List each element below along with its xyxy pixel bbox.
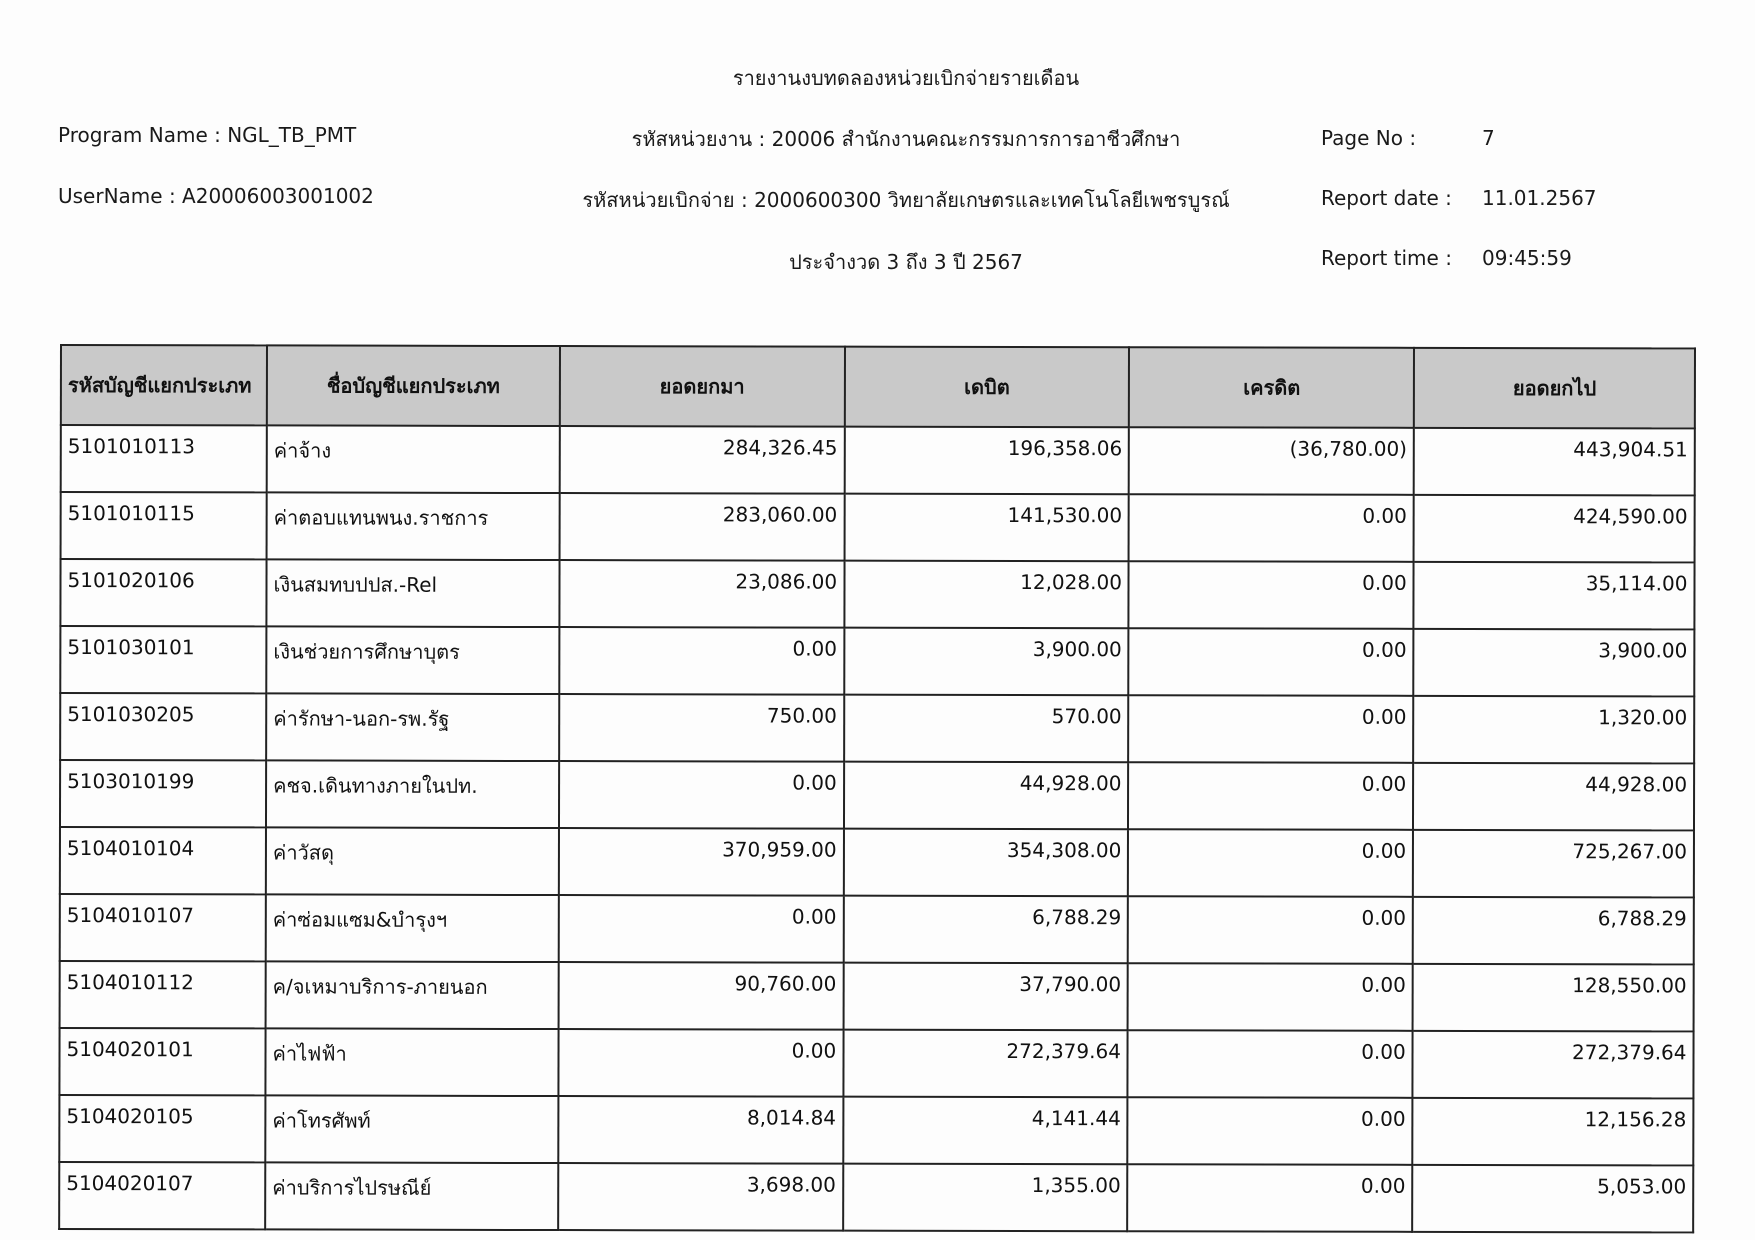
debit-cell: 44,928.00: [844, 762, 1129, 830]
brought-forward-cell: 370,959.00: [559, 828, 844, 896]
account-code-cell: 5104010107: [60, 894, 266, 961]
credit-cell: 0.00: [1128, 1097, 1413, 1165]
report-date-label: Report date :: [1321, 186, 1452, 210]
table-row: [60, 961, 1694, 1031]
credit-cell: (36,780.00): [1129, 427, 1414, 495]
account-code-cell: 5101030205: [60, 693, 266, 760]
table-header-row: [61, 345, 1695, 428]
brought-forward-cell: 23,086.00: [559, 560, 844, 628]
debit-cell: 272,379.64: [843, 1030, 1128, 1098]
account-code-cell: 5101030101: [60, 626, 266, 693]
debit-cell: 12,028.00: [844, 561, 1129, 629]
report-date-value: 11.01.2567: [1482, 186, 1597, 210]
debit-cell: 570.00: [844, 695, 1129, 763]
account-name-cell: ค่าไฟฟ้า: [265, 1028, 558, 1096]
account-name-cell: ค่าจ้าง: [267, 425, 560, 493]
carried-forward-cell: 128,550.00: [1413, 964, 1694, 1032]
credit-cell: 0.00: [1128, 829, 1413, 897]
table-row: [60, 760, 1694, 830]
carried-forward-cell: 35,114.00: [1414, 562, 1695, 630]
table-row: [59, 1028, 1693, 1098]
credit-cell: 0.00: [1128, 896, 1413, 964]
account-name-cell: คชจ.เดินทางภายในปท.: [266, 760, 559, 828]
report-time-value: 09:45:59: [1482, 246, 1572, 270]
brought-forward-cell: 0.00: [559, 895, 844, 963]
table-row: [59, 1162, 1693, 1232]
credit-cell: 0.00: [1129, 628, 1414, 696]
debit-cell: 37,790.00: [843, 963, 1128, 1031]
carried-forward-cell: 5,053.00: [1412, 1165, 1693, 1233]
account-code-cell: 5101010115: [61, 492, 267, 559]
column-header-carried-forward: ยอดยกไป: [1414, 348, 1695, 429]
carried-forward-cell: 424,590.00: [1414, 495, 1695, 563]
brought-forward-cell: 8,014.84: [558, 1096, 843, 1164]
table-body: [59, 425, 1695, 1232]
page-no-label: Page No :: [1321, 126, 1417, 150]
account-code-cell: 5101020106: [60, 559, 266, 626]
table-row: [60, 626, 1694, 696]
carried-forward-cell: 725,267.00: [1413, 830, 1694, 898]
debit-cell: 3,900.00: [844, 628, 1129, 696]
credit-cell: 0.00: [1128, 1030, 1413, 1098]
debit-cell: 1,355.00: [843, 1164, 1128, 1232]
username: UserName : A20006003001002: [58, 184, 374, 208]
debit-cell: 354,308.00: [844, 829, 1129, 897]
credit-cell: 0.00: [1129, 494, 1414, 562]
brought-forward-cell: 0.00: [559, 761, 844, 829]
account-name-cell: ค่าบริการไปรษณีย์: [265, 1162, 558, 1230]
account-code-cell: 5104020101: [59, 1028, 265, 1095]
debit-cell: 141,530.00: [844, 494, 1129, 562]
account-name-cell: ค่าตอบแทนพนง.ราชการ: [267, 492, 560, 560]
credit-cell: 0.00: [1128, 1164, 1413, 1232]
brought-forward-cell: 90,760.00: [558, 962, 843, 1030]
account-code-cell: 5103010199: [60, 760, 266, 827]
credit-cell: 0.00: [1128, 762, 1413, 830]
carried-forward-cell: 443,904.51: [1414, 428, 1695, 496]
account-name-cell: เงินสมทบปปส.-Rel: [266, 559, 559, 627]
program-name: Program Name : NGL_TB_PMT: [58, 123, 357, 147]
page-no-value: 7: [1482, 126, 1495, 150]
credit-cell: 0.00: [1128, 963, 1413, 1031]
table-row: [61, 492, 1695, 562]
credit-cell: 0.00: [1129, 695, 1414, 763]
brought-forward-cell: 0.00: [558, 1029, 843, 1097]
trial-balance-table: [58, 344, 1696, 1233]
table-row: [60, 559, 1694, 629]
brought-forward-cell: 750.00: [559, 694, 844, 762]
carried-forward-cell: 6,788.29: [1413, 897, 1694, 965]
agency-line: รหัสหน่วยงาน : 20006 สำนักงานคณะกรรมการการอาชีวศึกษา: [631, 127, 1181, 151]
column-header-brought-forward: ยอดยกมา: [560, 346, 845, 427]
account-name-cell: ค่าวัสดุ: [266, 827, 559, 895]
carried-forward-cell: 272,379.64: [1413, 1031, 1694, 1099]
table-row: [60, 693, 1694, 763]
account-name-cell: ค/จเหมาบริการ-ภายนอก: [266, 961, 559, 1029]
account-code-cell: 5104020107: [59, 1162, 265, 1229]
period-line: ประจำงวด 3 ถึง 3 ปี 2567: [789, 250, 1023, 274]
table-row: [60, 894, 1694, 964]
account-name-cell: เงินช่วยการศึกษาบุตร: [266, 626, 559, 694]
carried-forward-cell: 3,900.00: [1413, 629, 1694, 697]
debit-cell: 6,788.29: [843, 896, 1128, 964]
account-name-cell: ค่าโทรศัพท์: [265, 1095, 558, 1163]
table-row: [59, 1095, 1693, 1165]
carried-forward-cell: 44,928.00: [1413, 763, 1694, 831]
credit-cell: 0.00: [1129, 561, 1414, 629]
account-name-cell: ค่ารักษา-นอก-รพ.รัฐ: [266, 693, 559, 761]
debit-cell: 4,141.44: [843, 1097, 1128, 1165]
report-title: รายงานงบทดลองหน่วยเบิกจ่ายรายเดือน: [732, 66, 1080, 90]
column-header-account-code: รหัสบัญชีแยกประเภท: [61, 345, 267, 425]
account-code-cell: 5104010104: [60, 827, 266, 894]
carried-forward-cell: 12,156.28: [1413, 1098, 1694, 1166]
brought-forward-cell: 284,326.45: [560, 426, 845, 494]
disbursement-unit-line: รหัสหน่วยเบิกจ่าย : 2000600300 วิทยาลัยเกษตรและเทคโนโลยีเพชรบูรณ์: [582, 188, 1230, 212]
brought-forward-cell: 3,698.00: [558, 1163, 843, 1231]
account-code-cell: 5104010112: [60, 961, 266, 1028]
carried-forward-cell: 1,320.00: [1413, 696, 1694, 764]
brought-forward-cell: 283,060.00: [559, 493, 844, 561]
table-row: [61, 425, 1695, 495]
account-code-cell: 5104020105: [59, 1095, 265, 1162]
debit-cell: 196,358.06: [844, 427, 1129, 495]
table-row: [60, 827, 1694, 897]
column-header-credit: เครดิต: [1129, 347, 1414, 428]
account-name-cell: ค่าซ่อมแซม&บำรุงฯ: [266, 894, 559, 962]
account-code-cell: 5101010113: [61, 425, 267, 492]
brought-forward-cell: 0.00: [559, 627, 844, 695]
column-header-account-name: ชื่อบัญชีแยกประเภท: [267, 345, 560, 426]
column-header-debit: เดบิต: [844, 347, 1129, 428]
report-time-label: Report time :: [1321, 246, 1452, 270]
